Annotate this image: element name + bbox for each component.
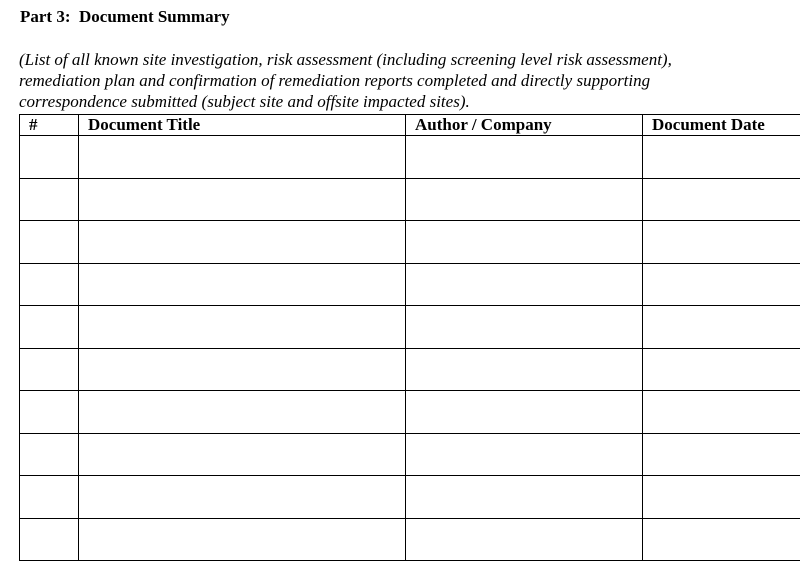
author-company-cell[interactable] <box>406 518 643 561</box>
document-date-cell[interactable] <box>643 348 800 391</box>
description-line-3: correspondence submitted (subject site and offsite impacted sites). <box>19 92 470 111</box>
number-cell[interactable] <box>20 391 79 434</box>
number-cell[interactable] <box>20 433 79 476</box>
number-cell[interactable] <box>20 306 79 349</box>
document-title-cell[interactable] <box>79 221 406 264</box>
document-title-cell[interactable] <box>79 518 406 561</box>
table-body <box>20 136 800 561</box>
author-company-cell[interactable] <box>406 306 643 349</box>
document-title-cell[interactable] <box>79 391 406 434</box>
author-company-cell[interactable] <box>406 391 643 434</box>
table-row <box>20 221 800 264</box>
section-description <box>19 49 789 112</box>
table-row <box>20 476 800 519</box>
document-date-cell[interactable] <box>643 221 800 264</box>
document-title-cell[interactable] <box>79 348 406 391</box>
table-row <box>20 433 800 476</box>
column-header-document-date: Document Date <box>643 115 800 136</box>
table-row <box>20 178 800 221</box>
document-title-cell[interactable] <box>79 476 406 519</box>
document-date-cell[interactable] <box>643 306 800 349</box>
number-cell[interactable] <box>20 476 79 519</box>
document-title-cell[interactable] <box>79 178 406 221</box>
column-header-author-company: Author / Company <box>406 115 643 136</box>
table-row <box>20 391 800 434</box>
column-header-document-title: Document Title <box>79 115 406 136</box>
document-date-cell[interactable] <box>643 263 800 306</box>
column-header-number: # <box>20 115 79 136</box>
author-company-cell[interactable] <box>406 221 643 264</box>
table-row <box>20 518 800 561</box>
section-heading: Part 3: Document Summary <box>20 7 230 26</box>
table-row <box>20 306 800 349</box>
table-row <box>20 136 800 179</box>
author-company-cell[interactable] <box>406 476 643 519</box>
table-header-row <box>20 115 800 136</box>
document-title-cell[interactable] <box>79 136 406 179</box>
table-row <box>20 263 800 306</box>
number-cell[interactable] <box>20 221 79 264</box>
document-date-cell[interactable] <box>643 391 800 434</box>
author-company-cell[interactable] <box>406 136 643 179</box>
author-company-cell[interactable] <box>406 263 643 306</box>
document-date-cell[interactable] <box>643 433 800 476</box>
document-title-cell[interactable] <box>79 306 406 349</box>
number-cell[interactable] <box>20 178 79 221</box>
number-cell[interactable] <box>20 263 79 306</box>
document-date-cell[interactable] <box>643 518 800 561</box>
document-date-cell[interactable] <box>643 476 800 519</box>
number-cell[interactable] <box>20 136 79 179</box>
description-line-1: (List of all known site investigation, risk assessment (including screening level risk assessment), <box>19 50 672 69</box>
author-company-cell[interactable] <box>406 178 643 221</box>
document-summary-table <box>19 114 800 561</box>
document-date-cell[interactable] <box>643 178 800 221</box>
document-title-cell[interactable] <box>79 263 406 306</box>
document-date-cell[interactable] <box>643 136 800 179</box>
document-title-cell[interactable] <box>79 433 406 476</box>
table-row <box>20 348 800 391</box>
number-cell[interactable] <box>20 518 79 561</box>
author-company-cell[interactable] <box>406 348 643 391</box>
number-cell[interactable] <box>20 348 79 391</box>
author-company-cell[interactable] <box>406 433 643 476</box>
description-line-2: remediation plan and confirmation of remediation reports completed and directly supporting <box>19 71 651 90</box>
